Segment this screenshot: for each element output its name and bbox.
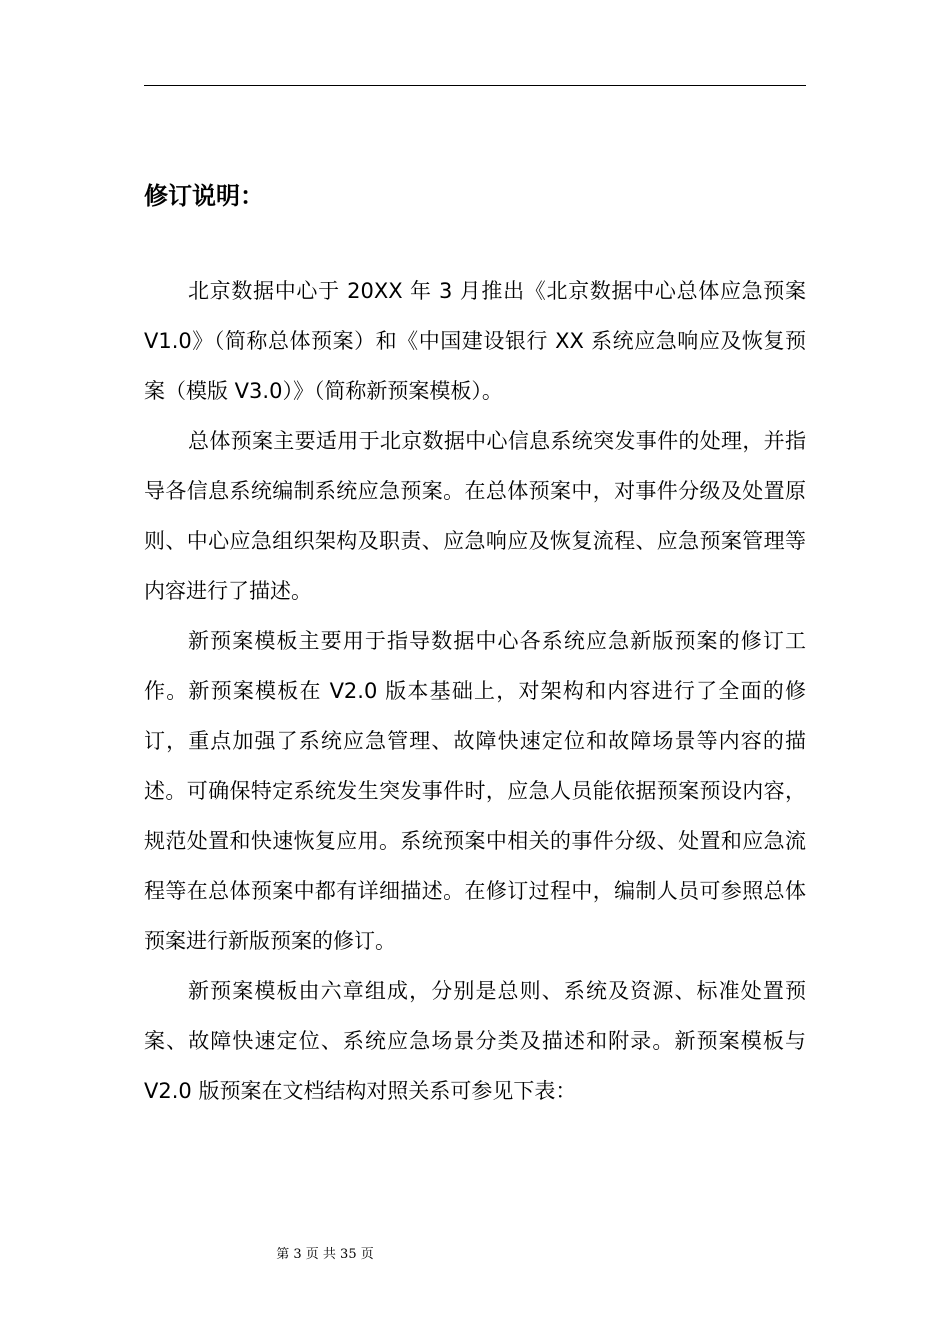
- header-rule: [144, 85, 806, 86]
- paragraph: 新预案模板主要用于指导数据中心各系统应急新版预案的修订工作。新预案模板在 V2.0 版本基础上，对架构和内容进行了全面的修订，重点加强了系统应急管理、故障快速定位和故障场景等内容的描述。可确保特定系统发生突发事件时，应急人员能依据预案预设内容，规范处置和快速恢复应用。系统预案中相关的事件分级、处置和应急流程等在总体预案中都有详细描述。在修订过程中，编制人员可参照总体预案进行新版预案的修订。: [144, 629, 806, 953]
- paragraph: 新预案模板由六章组成，分别是总则、系统及资源、标准处置预案、故障快速定位、系统应急场景分类及描述和附录。新预案模板与V2.0 版预案在文档结构对照关系可参见下表：: [144, 979, 806, 1103]
- paragraph: 总体预案主要适用于北京数据中心信息系统突发事件的处理，并指导各信息系统编制系统应急预案。在总体预案中，对事件分级及处置原则、中心应急组织架构及职责、应急响应及恢复流程、应急预案管理等内容进行了描述。: [144, 429, 806, 603]
- page-footer: 第 3 页 共 35 页: [276, 1247, 374, 1262]
- body-text: [144, 266, 806, 1116]
- section-title: 修订说明：: [144, 182, 264, 210]
- paragraph: 北京数据中心于 20XX 年 3 月推出《北京数据中心总体应急预案V1.0》（简称总体预案）和《中国建设银行 XX 系统应急响应及恢复预案（模版 V3.0）》（简称新预案模板）。: [144, 279, 806, 403]
